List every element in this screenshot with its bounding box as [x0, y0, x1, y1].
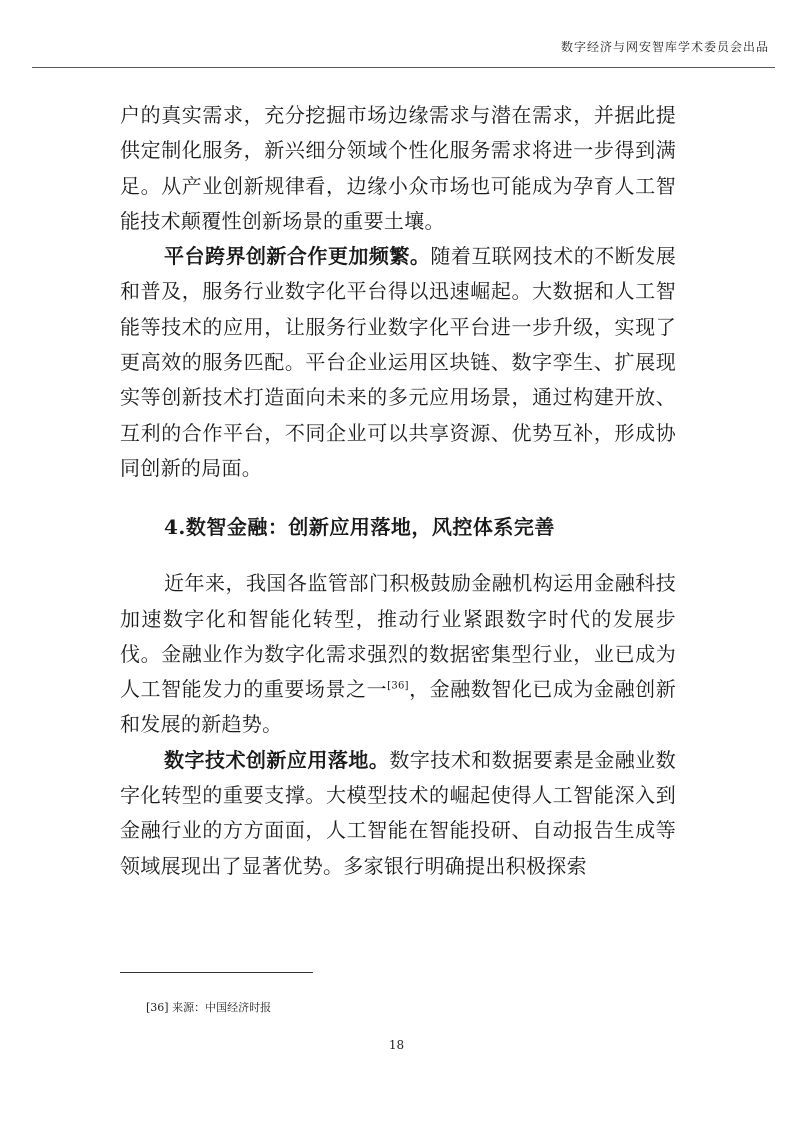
footnote-36: [36] 来源：中国经济时报 [146, 1001, 272, 1014]
page-body [120, 98, 676, 884]
page-number: 18 [388, 1038, 405, 1052]
paragraph-text-fintech-after-ref: ，金融数智化已成为金融创新和发展的新趋势。 [120, 677, 677, 737]
header-divider [32, 67, 775, 68]
paragraph-text-platform: 随着互联网技术的不断发展和普及，服务行业数字化平台得以迅速崛起。大数据和人工智能等技术的应用，让服务行业数字化平台进一步升级，实现了更高效的服务匹配。平台企业运用区块链、数字孪生、扩展现实等创新技术打造面向未来的多元应用场景，通过构建开放、互利的合作平台，不同企业可以共享资源、优势互补，形成协同创新的局面。 [120, 244, 676, 480]
section-heading-fintech: 4.数智金融：创新应用落地，风控体系完善 [164, 515, 555, 540]
paragraph-fintech-intro [120, 566, 676, 742]
paragraph-digital-tech [120, 743, 676, 884]
paragraph-text-digital-tech: 数字技术和数据要素是金融业数字化转型的重要支撑。大模型技术的崛起使得人工智能深入到金融行业的方方面面，人工智能在智能投研、自动报告生成等领域展现出了显著优势。多家银行明确提出积极探索 [120, 747, 676, 878]
paragraph-continuation: 户的真实需求，充分挖掘市场边缘需求与潜在需求，并据此提供定制化服务，新兴细分领域个性化服务需求将进一步得到满足。从产业创新规律看，边缘小众市场也可能成为孕育人工智能技术颠覆性创新场景的重要土壤。 [120, 103, 676, 233]
paragraph-lead-platform: 平台跨界创新合作更加频繁。 [164, 244, 431, 269]
footnote-divider [120, 972, 313, 973]
paragraph-platform-cooperation [120, 239, 676, 486]
running-header: 数字经济与网安智库学术委员会出品 [560, 40, 769, 54]
paragraph-lead-digital-tech: 数字技术创新应用落地。 [164, 747, 390, 772]
citation-ref-36[interactable]: [36] [387, 680, 409, 692]
paragraph-text-fintech-before-ref: 近年来，我国各监管部门积极鼓励金融机构运用金融科技加速数字化和智能化转型，推动行业紧跟数字时代的发展步伐。金融业作为数字化需求强烈的数据密集型行业，业已成为人工智能发力的重要场景之一 [120, 571, 676, 702]
